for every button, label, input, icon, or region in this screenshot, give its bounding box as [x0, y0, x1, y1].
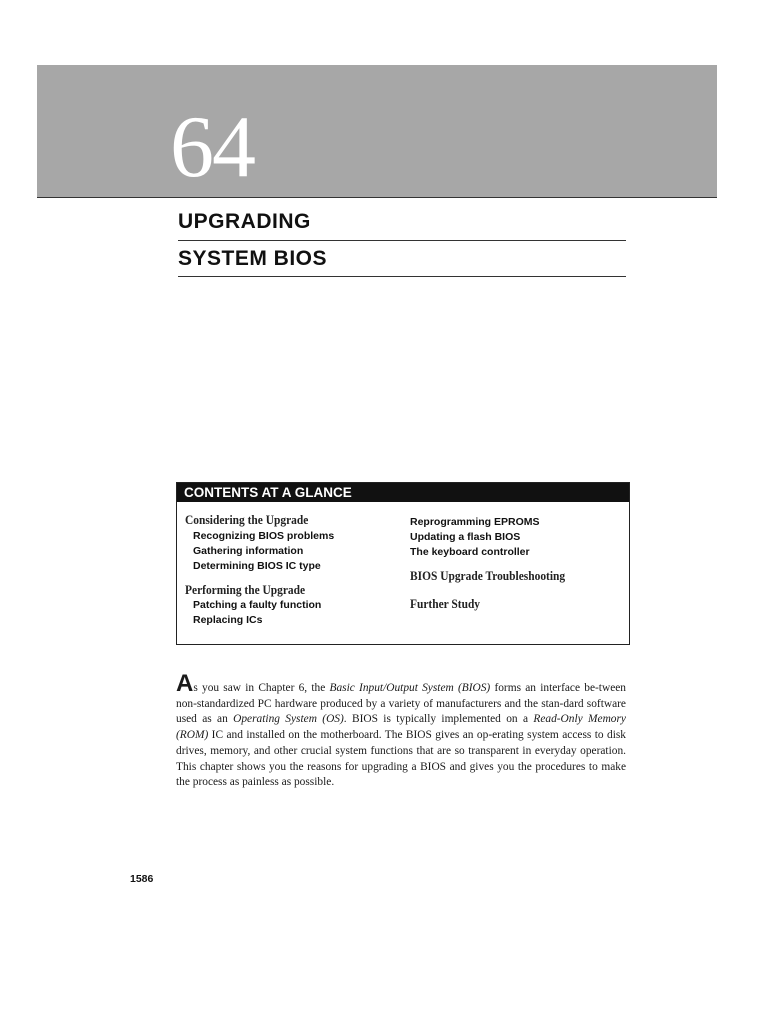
contents-section[interactable]: BIOS Upgrade Troubleshooting — [410, 568, 566, 583]
contents-header: CONTENTS AT A GLANCE — [177, 483, 629, 502]
contents-item[interactable]: Reprogramming EPROMS — [410, 516, 540, 528]
term-bios: Basic Input/Output System (BIOS) — [329, 682, 491, 694]
contents-section[interactable]: Performing the Upgrade — [185, 582, 306, 597]
contents-item[interactable]: Recognizing BIOS problems — [193, 530, 335, 542]
contents-right-column — [410, 515, 586, 613]
contents-item[interactable]: Gathering information — [193, 545, 304, 557]
contents-item[interactable]: Determining BIOS IC type — [193, 560, 321, 572]
contents-at-a-glance-box — [176, 482, 630, 645]
intro-paragraph — [176, 670, 627, 791]
contents-item[interactable]: Patching a faulty function — [193, 599, 322, 611]
chapter-title-line-1: UPGRADING — [178, 210, 311, 233]
term-rom: Read-Only Memory (ROM) — [176, 713, 626, 742]
chapter-banner — [37, 65, 717, 198]
paragraph-text: forms an interface be-tween non-standardized PC hardware produced by a variety of manufacturers and the stan-dard software used as an — [176, 682, 627, 726]
term-os: Operating System (OS) — [233, 713, 344, 726]
paragraph-text: IC and installed on the motherboard. The BIOS gives an op-erating system access to disk drives, memory, and other crucial system functions that are so transparent in everyday operation. This chapter shows you the reasons for upgrading a BIOS and gives you the procedures to make the process as painless as possible. — [176, 729, 626, 789]
paragraph-text: . BIOS is typically implemented on a — [343, 713, 534, 726]
contents-left-column — [185, 512, 335, 628]
chapter-number: 64 — [170, 99, 254, 196]
contents-item[interactable]: Replacing ICs — [193, 614, 263, 626]
chapter-title-line-2: SYSTEM BIOS — [178, 247, 328, 270]
title-rule-2 — [178, 276, 626, 277]
drop-cap: A — [176, 670, 194, 697]
contents-section[interactable]: Considering the Upgrade — [185, 512, 309, 527]
paragraph-text: s you saw in Chapter 6, the — [193, 682, 330, 694]
contents-item[interactable]: The keyboard controller — [410, 546, 530, 558]
contents-item[interactable]: Updating a flash BIOS — [410, 531, 521, 543]
title-rule-1 — [178, 240, 626, 241]
page-number: 1586 — [130, 873, 154, 885]
contents-section[interactable]: Further Study — [410, 596, 481, 611]
